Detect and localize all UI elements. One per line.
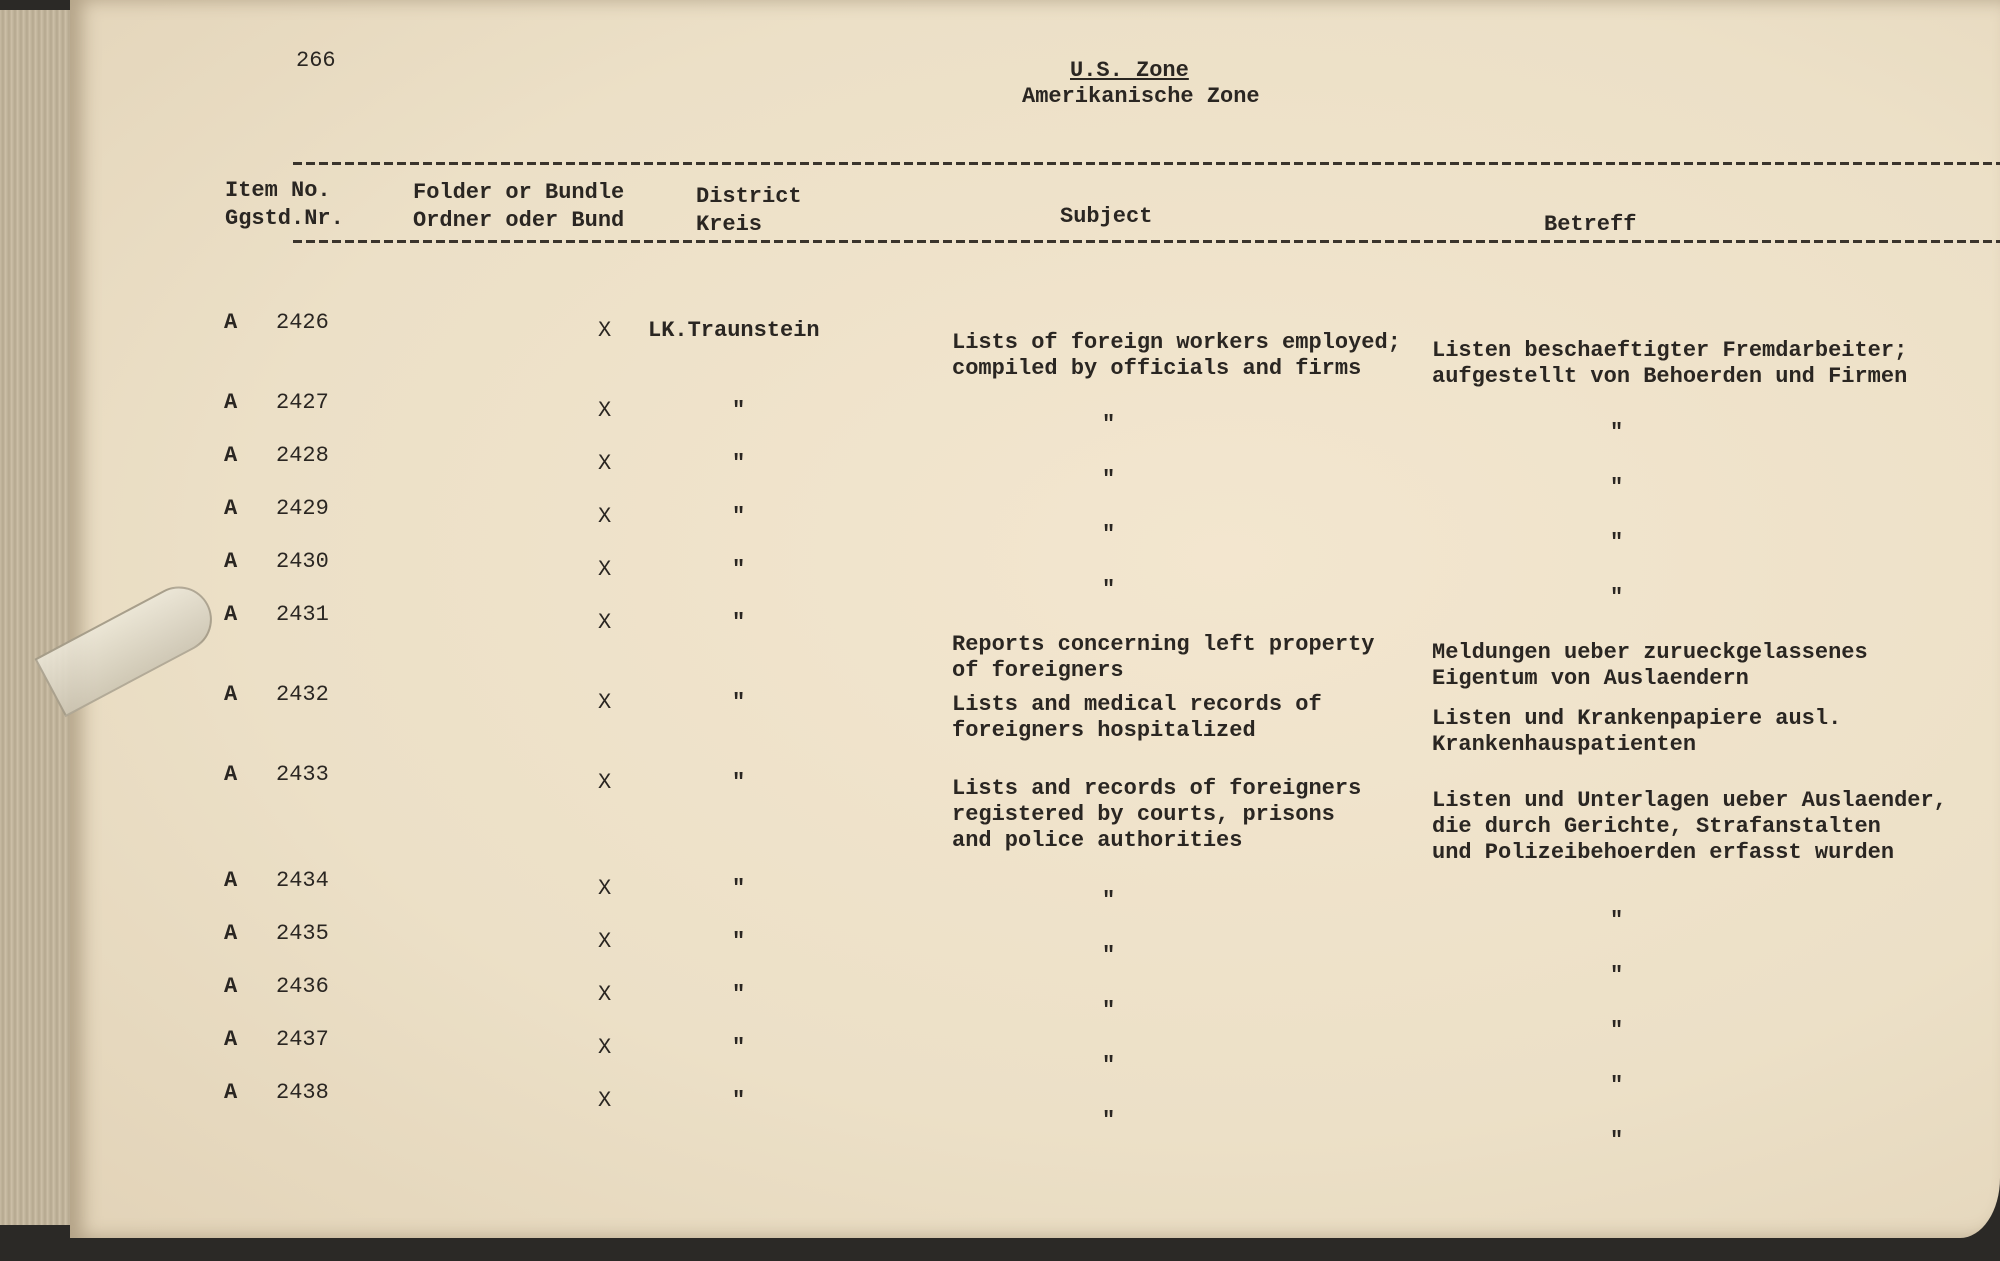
subject-line: Reports concerning left property [952, 632, 1375, 657]
item-prefix: A [224, 1027, 238, 1052]
subject-line: " [1102, 412, 1116, 437]
item-prefix: A [224, 682, 238, 707]
subject-line: of foreigners [952, 658, 1124, 683]
folder-mark: X [598, 398, 612, 423]
subject-line: and police authorities [952, 828, 1243, 853]
district: " [732, 982, 746, 1007]
district: LK.Traunstein [648, 318, 820, 343]
betreff-line: und Polizeibehoerden erfasst wurden [1432, 840, 1895, 865]
subject-line: registered by courts, prisons [952, 802, 1335, 827]
header-item-line1: Item No. [225, 178, 331, 203]
item-prefix: A [224, 1080, 238, 1105]
item-number: 2438 [276, 1080, 329, 1105]
header-item-line2: Ggstd.Nr. [225, 206, 344, 231]
folder-mark: X [598, 557, 612, 582]
item-prefix: A [224, 310, 238, 335]
folder-mark: X [598, 1088, 612, 1113]
item-prefix: A [224, 762, 238, 787]
item-prefix: A [224, 868, 238, 893]
betreff-line: Meldungen ueber zurueckgelassenes [1432, 640, 1868, 665]
item-number: 2429 [276, 496, 329, 521]
page-title: U.S. Zone [1070, 58, 1189, 83]
subject-line: Lists and records of foreigners [952, 776, 1362, 801]
item-number: 2432 [276, 682, 329, 707]
district: " [732, 504, 746, 529]
district: " [732, 876, 746, 901]
item-number: 2437 [276, 1027, 329, 1052]
subject-line: " [1102, 577, 1116, 602]
page-number: 266 [296, 48, 336, 73]
district: " [732, 451, 746, 476]
folder-mark: X [598, 318, 612, 343]
item-prefix: A [224, 390, 238, 415]
header-rule-bottom [293, 240, 2000, 243]
folder-mark: X [598, 610, 612, 635]
item-number: 2431 [276, 602, 329, 627]
item-prefix: A [224, 974, 238, 999]
header-rule-top [293, 162, 2000, 165]
subject-line: " [1102, 1108, 1116, 1133]
item-prefix: A [224, 496, 238, 521]
betreff-line: Listen und Krankenpapiere ausl. [1432, 706, 1842, 731]
subject-line: Lists of foreign workers employed; [952, 330, 1401, 355]
book-page-edges [0, 10, 78, 1225]
betreff-line: " [1610, 1018, 1624, 1043]
folder-mark: X [598, 451, 612, 476]
header-district-line1: District [696, 184, 802, 209]
subject-line: " [1102, 998, 1116, 1023]
item-prefix: A [224, 549, 238, 574]
subject-line: foreigners hospitalized [952, 718, 1256, 743]
betreff-line: Listen beschaeftigter Fremdarbeiter; [1432, 338, 1908, 363]
subject-line: " [1102, 888, 1116, 913]
item-number: 2426 [276, 310, 329, 335]
betreff-line: " [1610, 1073, 1624, 1098]
betreff-line: " [1610, 963, 1624, 988]
subject-line: " [1102, 1053, 1116, 1078]
subject-line: " [1102, 522, 1116, 547]
betreff-line: " [1610, 420, 1624, 445]
item-prefix: A [224, 602, 238, 627]
betreff-line: Eigentum von Auslaendern [1432, 666, 1749, 691]
folder-mark: X [598, 504, 612, 529]
item-prefix: A [224, 921, 238, 946]
betreff-line: " [1610, 908, 1624, 933]
item-number: 2433 [276, 762, 329, 787]
subject-line: " [1102, 943, 1116, 968]
betreff-line: " [1610, 585, 1624, 610]
district: " [732, 690, 746, 715]
betreff-line: " [1610, 530, 1624, 555]
subject-line: compiled by officials and firms [952, 356, 1362, 381]
item-prefix: A [224, 443, 238, 468]
district: " [732, 1088, 746, 1113]
subject-line: " [1102, 467, 1116, 492]
item-number: 2427 [276, 390, 329, 415]
item-number: 2435 [276, 921, 329, 946]
folder-mark: X [598, 982, 612, 1007]
subject-line: Lists and medical records of [952, 692, 1322, 717]
district: " [732, 398, 746, 423]
betreff-line: aufgestellt von Behoerden und Firmen [1432, 364, 1908, 389]
item-number: 2436 [276, 974, 329, 999]
document-page [70, 0, 2000, 1238]
item-number: 2430 [276, 549, 329, 574]
item-number: 2434 [276, 868, 329, 893]
header-district-line2: Kreis [696, 212, 763, 237]
district: " [732, 1035, 746, 1060]
header-folder-line2: Ordner oder Bund [413, 208, 625, 233]
header-subject: Subject [1060, 204, 1153, 229]
district: " [732, 610, 746, 635]
item-number: 2428 [276, 443, 329, 468]
betreff-line: " [1610, 475, 1624, 500]
header-betreff: Betreff [1544, 212, 1637, 237]
folder-mark: X [598, 690, 612, 715]
folder-mark: X [598, 876, 612, 901]
folder-mark: X [598, 770, 612, 795]
folder-mark: X [598, 1035, 612, 1060]
betreff-line: Krankenhauspatienten [1432, 732, 1697, 757]
district: " [732, 929, 746, 954]
betreff-line: die durch Gerichte, Strafanstalten [1432, 814, 1881, 839]
district: " [732, 557, 746, 582]
folder-mark: X [598, 929, 612, 954]
header-folder-line1: Folder or Bundle [413, 180, 625, 205]
district: " [732, 770, 746, 795]
betreff-line: Listen und Unterlagen ueber Auslaender, [1432, 788, 1947, 813]
betreff-line: " [1610, 1128, 1624, 1153]
page-subtitle: Amerikanische Zone [1022, 84, 1260, 109]
